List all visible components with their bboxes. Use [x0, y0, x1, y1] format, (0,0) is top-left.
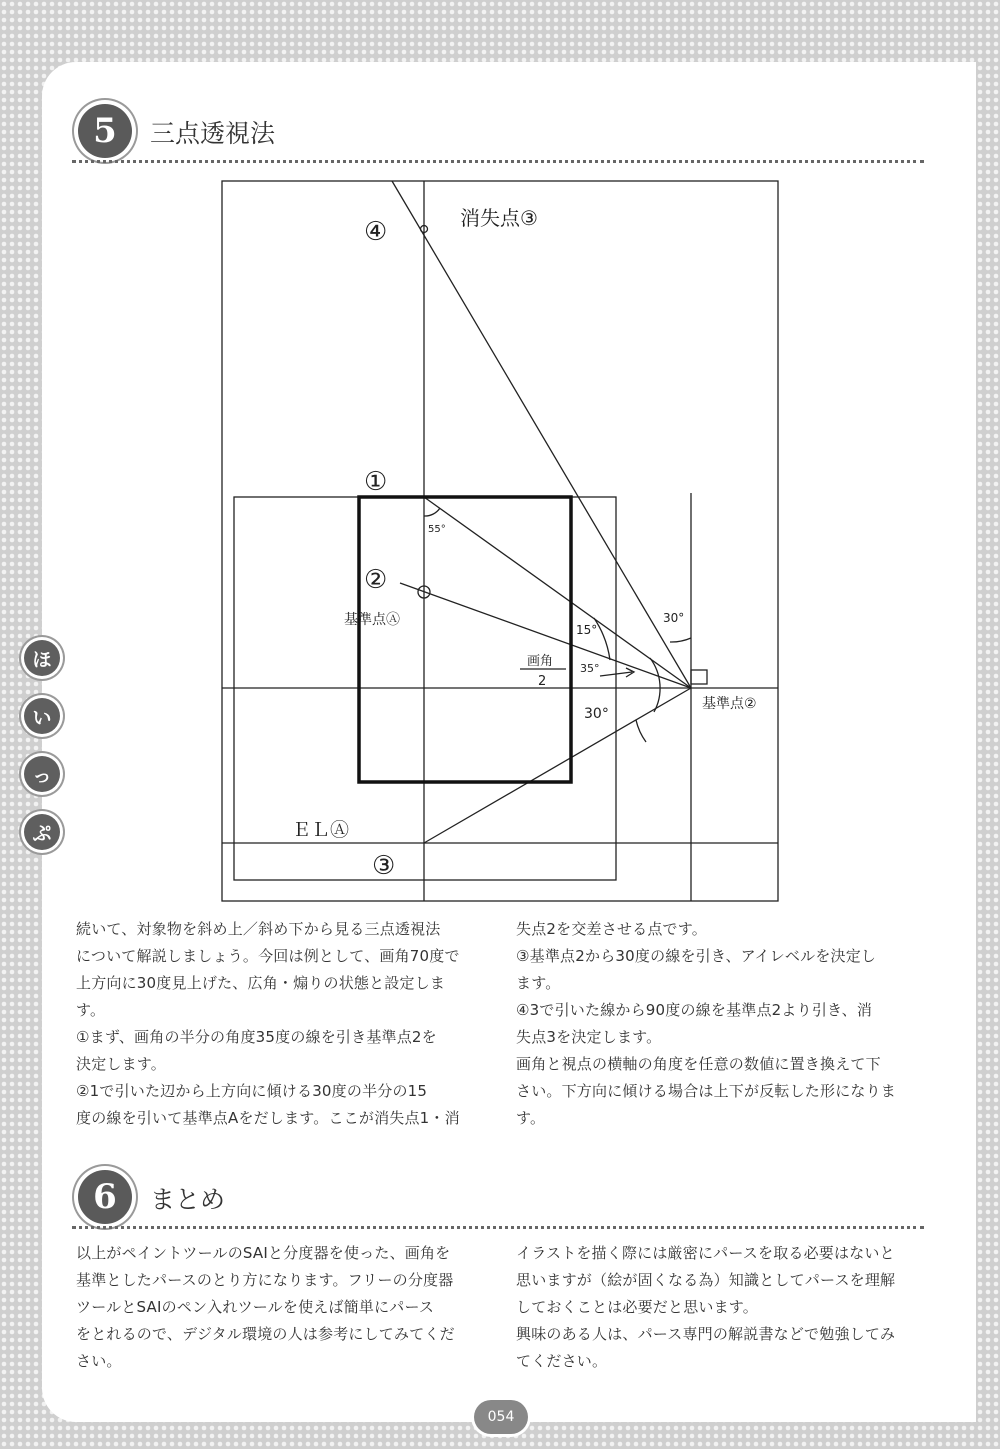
- side-tabs: [24, 640, 60, 872]
- arc-55: [424, 508, 440, 516]
- section-6-body-right: イラストを描く際には厳密にパースを取る必要はないと 思いますが（絵が固くなる為）知識としてパースを理解 しておくことは必要だと思います。 興味のある人は、パース専門の解説書などで勉強してみ てください。: [516, 1244, 896, 1370]
- diagram-frame: [222, 181, 778, 901]
- section-6-badge: 6: [78, 1170, 132, 1224]
- right-angle-mark: [691, 670, 707, 684]
- section-6-divider: [72, 1226, 924, 1231]
- section-5-header: [78, 104, 938, 164]
- section-5-badge: 5: [78, 104, 132, 158]
- label-angle-30a: 30°: [663, 611, 685, 625]
- section-5-divider: [72, 160, 924, 165]
- label-ref2: 基準点②: [702, 696, 757, 712]
- label-c1: ①: [364, 467, 388, 497]
- label-el: ＥＬⒶ: [292, 819, 350, 841]
- side-tab-pu: ぷ: [24, 814, 60, 850]
- object-rect: [359, 497, 571, 782]
- label-angle-35: 35°: [580, 662, 600, 675]
- label-angle-55: 55°: [428, 524, 446, 535]
- side-tab-tsu: っ: [24, 756, 60, 792]
- section-5-body-left: 続いて、対象物を斜め上／斜め下から見る三点透視法 について解説しましょう。今回は例として、画角70度で 上方向に30度見上げた、広角・煽りの状態と設定しま す。 ①まず、画角の半分の角度35度の線を引き基準点2を 決定します。 ②1で引いた辺から上方向に傾ける30度の半分の15 度の線を引いて基準点Aをだします。ここが消失点1・消: [76, 920, 460, 1127]
- side-tab-i: い: [24, 698, 60, 734]
- arc-30a: [670, 638, 691, 642]
- line-to-vp3: [392, 181, 691, 688]
- section-5-body-right: 失点2を交差させる点です。 ③基準点2から30度の線を引き、アイレベルを決定し ます。 ④3で引いた線から90度の線を基準点2より引き、消 失点3を決定します。 画角と視点の横軸の角度を任意の数値に置き換えて下 さい。下方向に傾ける場合は上下が反転した形になりま す。: [516, 920, 897, 1127]
- section-6-body-left: 以上がペイントツールのSAIと分度器を使った、画角を 基準としたパースのとり方になります。フリーの分度器 ツールとSAIのペン入れツールを使えば簡単にパース をとれるので、デジタル環境の人は参考にしてみてくだ さい。: [76, 1244, 455, 1370]
- section-6-header: [78, 1170, 938, 1230]
- label-angle-30b: 30°: [584, 706, 609, 722]
- label-ref-a: 基準点Ⓐ: [344, 612, 400, 628]
- label-vp3: 消失点③: [460, 206, 538, 230]
- label-gakaku-top: 画角: [527, 654, 554, 669]
- page-number: 054: [474, 1400, 528, 1434]
- label-gakaku-bottom: 2: [538, 674, 547, 689]
- label-c2: ②: [364, 565, 388, 595]
- arc-30b: [636, 720, 646, 742]
- label-c3: ③: [372, 851, 396, 881]
- section-6-title: まとめ: [150, 1185, 226, 1214]
- side-tab-ho: ほ: [24, 640, 60, 676]
- line-30: [424, 688, 691, 843]
- arc-35: [650, 658, 660, 712]
- perspective-diagram: [221, 180, 779, 902]
- label-angle-15: 15°: [576, 623, 598, 637]
- label-c4: ④: [364, 217, 388, 247]
- line-15: [400, 583, 691, 688]
- section-5-title: 三点透視法: [150, 119, 276, 148]
